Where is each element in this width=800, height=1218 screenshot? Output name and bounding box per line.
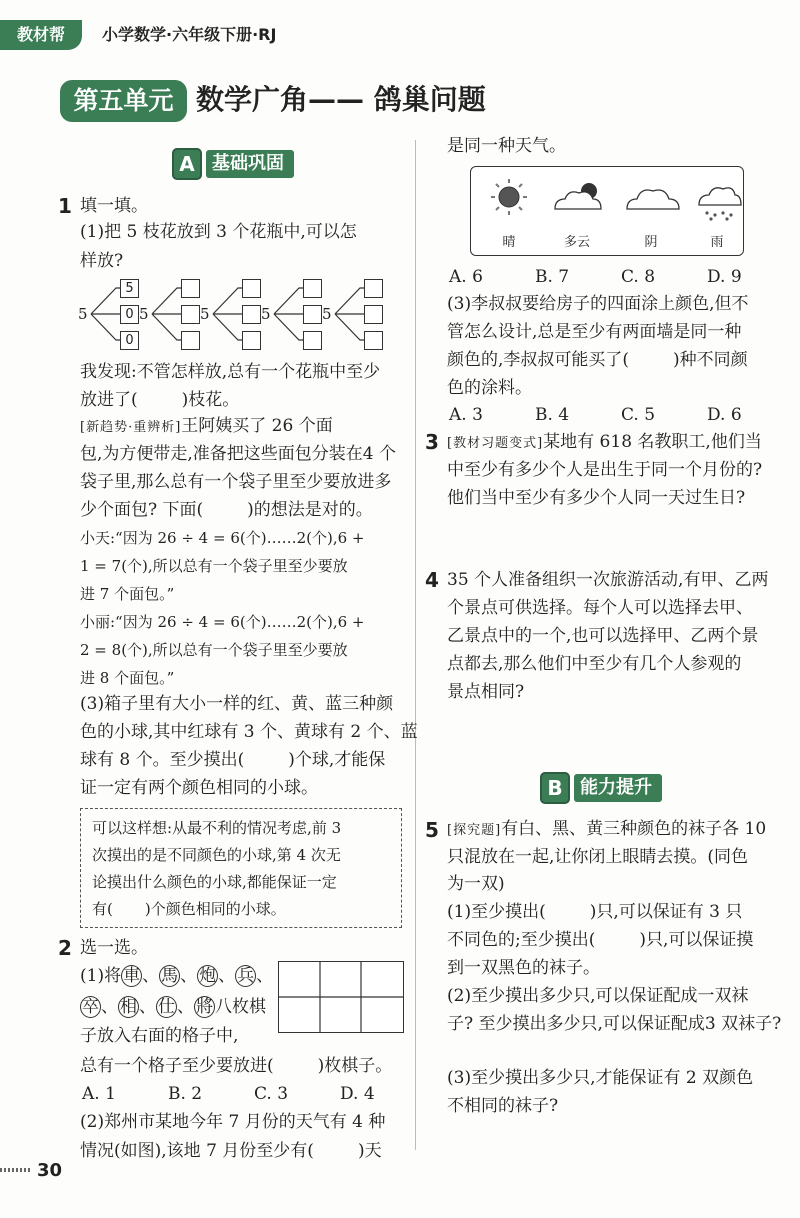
page-number-rule [0,1168,32,1172]
q2-p1-line2: 卒 、 相 、 仕 、 將 八枚棋 [82,997,266,1017]
q1-p2-line3: 袋子里,那么总有一个袋子里至少要放进多 [80,472,392,492]
q4-line1: 35 个人准备组织一次旅游活动,有甲、乙两 [447,570,769,590]
q5-p2-line1: (2)至少摸出多少只,可以保证配成一双袜 [447,986,749,1006]
unit-title: 数学广角—— 鸽巢问题 [196,83,486,116]
section-a-letter: A [172,148,202,180]
weather-panel [470,166,744,256]
q2-p2-option-b[interactable]: B. 7 [535,267,570,287]
q2-p3-line2: 管怎么设计,总是至少有两面墙是同一种 [447,322,742,342]
q5-p1-line2: 不同色的;至少摸出( )只,可以保证摸 [447,930,754,950]
section-a-heading [172,148,294,180]
xiaoli-line1: 小丽:“因为 26 ÷ 4 = 6(个)……2(个),6 + [80,613,365,631]
q1-p1-line1: (1)把 5 枝花放到 3 个花瓶中,可以怎 [80,222,357,242]
sunny-icon [491,179,527,215]
header-badge: 教材帮 [0,20,82,50]
weather-label-partly-cloudy: 多云 [563,235,590,250]
q1-p3-line4: 证一定有两个颜色相同的小球。 [80,778,318,798]
q2-p1-line4: 总有一个格子至少要放进( )枚棋子。 [80,1056,393,1076]
q2-p3-option-d[interactable]: D. 6 [707,405,742,425]
vase-box: 0 [120,331,139,350]
vase-box-empty[interactable] [364,331,383,350]
section-b-letter: B [540,772,570,804]
xiaotian-line1: 小天:“因为 26 ÷ 4 = 6(个)……2(个),6 + [80,529,365,547]
q5-p3-line1: (3)至少摸出多少只,才能保证有 2 双颜色 [447,1068,754,1088]
q5-p2-line2: 子? 至少摸出多少只,可以保证配成3 双袜子? [447,1014,782,1034]
section-b-name: 能力提升 [574,774,662,802]
q4-line4: 点都去,那么他们中至少有几个人参观的 [447,654,742,674]
q2-p2-line2: 情况(如图),该地 7 月份至少有( )天 [80,1141,382,1161]
diagram-root-2: 5 [139,305,149,323]
chess-piece-bing: 兵 [237,966,255,986]
diagram-root-1: 5 [78,305,88,323]
chess-piece-jiang: 將 [196,997,213,1017]
q5-p1-line1: (1)至少摸出( )只,可以保证有 3 只 [447,902,743,922]
q5-line1: [探究题]有白、黑、黄三种颜色的袜子各 10 [447,819,767,839]
q2-p3-line1: (3)李叔叔要给房子的四面涂上颜色,但不 [447,294,749,314]
page-number: 30 [37,1160,63,1181]
q1-title: 填一填。 [80,196,148,216]
diagram-root-5: 5 [322,305,332,323]
q5-number: 5 [425,818,439,842]
chess-piece-pao: 炮 [199,966,217,986]
q2-p3-option-c[interactable]: C. 5 [621,405,656,425]
q1-find-line2: 放进了( )枝花。 [80,390,240,410]
q2-p3-line4: 色的涂料。 [447,378,532,398]
xiaotian-line3: 进 7 个面包。” [80,585,175,603]
chess-piece-xiang: 相 [120,997,137,1017]
weather-label-sunny: 晴 [502,235,516,250]
q3-tag: [教材习题变式] [447,436,544,451]
hint-line3: 论摸出什么颜色的小球,都能保证一定 [92,873,337,891]
q2-p2-line3: 是同一种天气。 [447,136,566,156]
rain-icon [699,188,741,221]
diagram-root-4: 5 [261,305,271,323]
q3-line2: 中至少有多少个人是出生于同一个月份的? [447,460,763,480]
q2-p2-option-a[interactable]: A. 6 [449,267,483,287]
q2-p1-option-b[interactable]: B. 2 [168,1084,203,1104]
hint-line4: 有( )个颜色相同的小球。 [92,900,286,918]
vase-box-empty[interactable] [303,331,322,350]
vase-box-empty[interactable] [364,305,383,324]
chess-piece-shi: 仕 [158,997,175,1017]
cloudy-icon [627,190,679,209]
q1-p2-line2: 包,为方便带走,准备把这些面包分装在4 个 [80,444,397,464]
q5-p3-line2: 不相同的袜子? [447,1096,559,1116]
q2-p1-option-a[interactable]: A. 1 [82,1084,116,1104]
q1-p2-line1: [新趋势·重辨析]王阿姨买了 26 个面 [80,416,333,436]
q4-number: 4 [425,568,439,592]
vase-box-empty[interactable] [181,331,200,350]
q5-line2: 只混放在一起,让你闭上眼睛去摸。(同色 [447,847,749,867]
q2-title: 选一选。 [80,938,148,958]
q2-p3-line3: 颜色的,李叔叔可能买了( )种不同颜 [447,350,748,370]
q5-p1-line3: 到一双黑色的袜子。 [447,958,600,978]
q3-number: 3 [425,430,439,454]
q1-find-line1: 我发现:不管怎样放,总有一个花瓶中至少 [80,362,381,382]
chess-piece-che: 車 [123,966,141,986]
q1-p2-tag: [新趋势·重辨析] [80,420,182,435]
hint-line1: 可以这样想:从最不利的情况考虑,前 3 [92,819,342,837]
xiaoli-line2: 2 = 8(个),所以总有一个袋子里至少要放 [80,641,348,659]
q2-p1-line3: 子放入右面的格子中, [80,1026,239,1046]
q3-line1: [教材习题变式]某地有 618 名教职工,他们当 [447,432,762,452]
vase-box-empty[interactable] [181,305,200,324]
vase-box-empty[interactable] [303,279,322,298]
q2-p1-option-c[interactable]: C. 3 [254,1084,289,1104]
unit-label: 第五单元 [60,80,187,122]
vase-box-empty[interactable] [364,279,383,298]
q2-p3-option-b[interactable]: B. 4 [535,405,570,425]
vase-box: 5 [120,279,139,298]
column-divider [415,140,416,1150]
q1-p3-line1: (3)箱子里有大小一样的红、黄、蓝三种颜 [80,694,394,714]
chess-grid [278,961,404,1033]
vase-box: 0 [120,305,139,324]
weather-label-cloudy: 阴 [644,235,658,250]
q2-p1-line1: (1)将 車 、 馬 、 炮 、 兵 、 [80,966,274,986]
q4-line2: 个景点可供选择。每个人可以选择去甲、 [447,598,753,618]
q2-p1-option-d[interactable]: D. 4 [340,1084,375,1104]
q1-p2-line4: 少个面包? 下面( )的想法是对的。 [80,500,373,520]
q1-p3-line2: 色的小球,其中红球有 3 个、黄球有 2 个、蓝 [80,722,418,742]
q2-p2-line1: (2)郑州市某地今年 7 月份的天气有 4 种 [80,1112,386,1132]
section-b-heading [540,772,662,804]
chess-piece-zu: 卒 [82,997,99,1017]
q4-line3: 乙景点中的一个,也可以选择甲、乙两个景 [447,626,759,646]
q5-tag: [探究题] [447,823,502,838]
header-title: 小学数学·六年级下册·RJ [102,25,277,44]
hint-line2: 次摸出的是不同颜色的小球,第 4 次无 [92,846,341,864]
partly-cloudy-icon [555,183,601,209]
diagram-root-3: 5 [200,305,210,323]
weather-label-rain: 雨 [710,235,724,250]
q3-line3: 他们当中至少有多少个人同一天过生日? [447,488,746,508]
q2-number: 2 [58,936,72,960]
q2-p2-option-c[interactable]: C. 8 [621,267,656,287]
q5-line3: 为一双) [447,874,505,894]
q2-p3-option-a[interactable]: A. 3 [449,405,483,425]
section-a-name: 基础巩固 [206,150,294,178]
xiaoli-line3: 进 8 个面包。” [80,669,175,687]
vase-box-empty[interactable] [242,305,261,324]
xiaotian-line2: 1 = 7(个),所以总有一个袋子里至少要放 [80,557,348,575]
q1-number: 1 [58,194,72,218]
q4-line5: 景点相同? [447,682,525,702]
vase-box-empty[interactable] [242,279,261,298]
chess-piece-ma: 馬 [161,966,179,986]
q1-p3-line3: 球有 8 个。至少摸出( )个球,才能保 [80,750,386,770]
vase-box-empty[interactable] [181,279,200,298]
vase-box-empty[interactable] [303,305,322,324]
vase-box-empty[interactable] [242,331,261,350]
q1-p1-line2: 样放? [80,251,124,271]
q2-p2-option-d[interactable]: D. 9 [707,267,742,287]
